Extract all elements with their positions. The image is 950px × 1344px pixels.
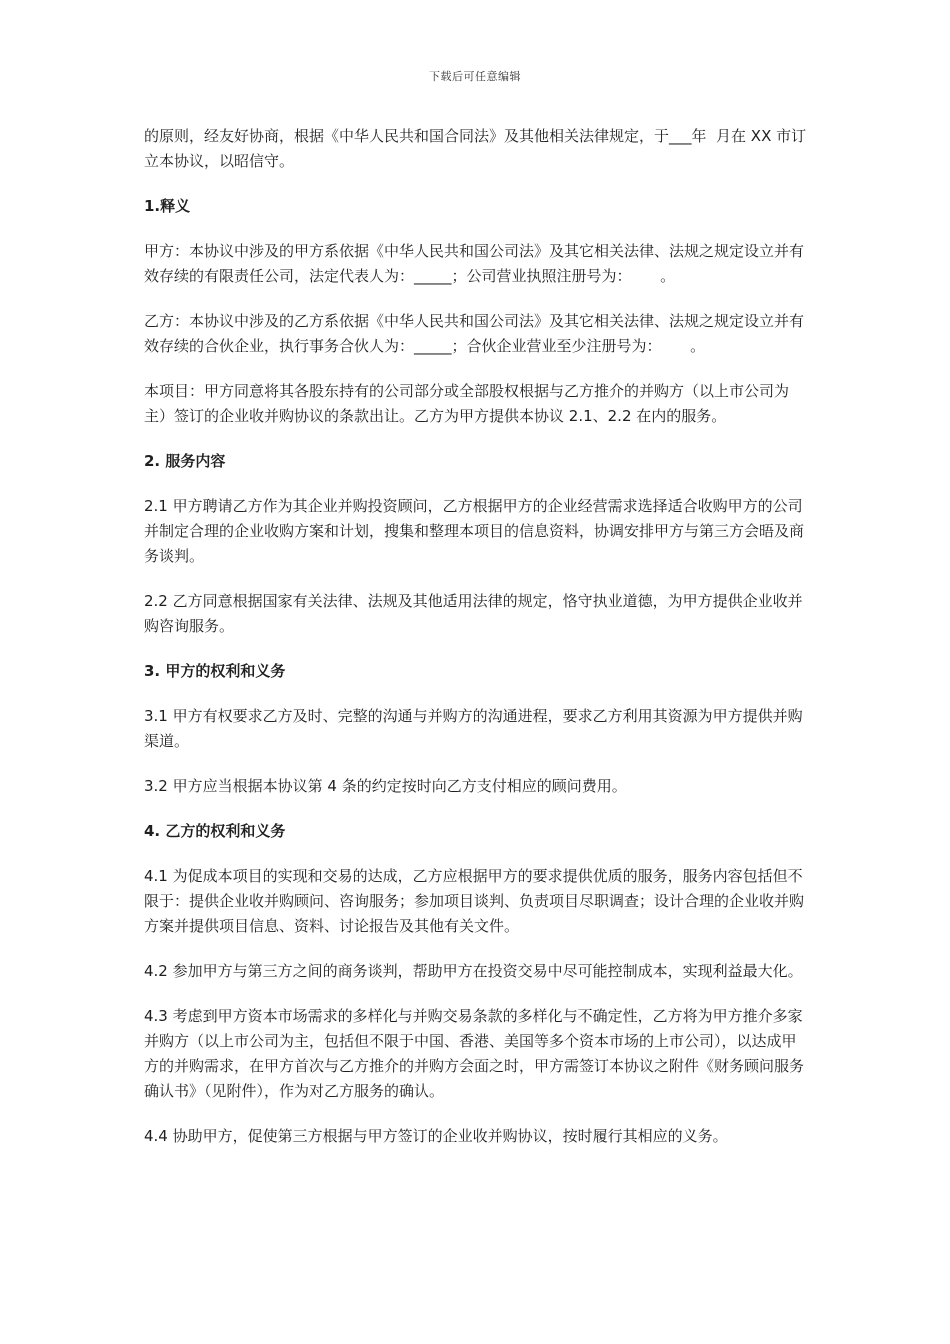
page-header-note: 下载后可任意编辑 [429,70,521,83]
definition-party-a: 甲方：本协议中涉及的甲方系依据《中华人民共和国公司法》及其它相关法律、法规之规定设立并有效存续的有限责任公司，法定代表人为：_____；公司营业执照注册号为： 。 [144,242,805,285]
clause-4-3: 4.3 考虑到甲方资本市场需求的多样化与并购交易条款的多样化与不确定性，乙方将为甲方推介多家并购方（以上市公司为主，包括但不限于中国、香港、美国等多个资本市场的上市公司），以达成甲方的并购需求，在甲方首次与乙方推介的并购方会面之时，甲方需签订本协议之附件《财务顾问服务确认书》（见附件），作为对乙方服务的确认。 [144,1007,805,1100]
section-4-heading: 4. 乙方的权利和义务 [144,822,286,840]
definition-party-b: 乙方：本协议中涉及的乙方系依据《中华人民共和国公司法》及其它相关法律、法规之规定设立并有效存续的合伙企业，执行事务合伙人为：_____；合伙企业营业至少注册号为： 。 [144,312,805,355]
section-2-heading: 2. 服务内容 [144,452,226,470]
section-1-heading: 1.释义 [144,197,191,215]
definition-project: 本项目：甲方同意将其各股东持有的公司部分或全部股权根据与乙方推介的并购方（以上市公司为主）签订的企业收并购协议的条款出让。乙方为甲方提供本协议 2.1、2.2 在内的服务。 [144,382,790,425]
intro-paragraph: 的原则，经友好协商，根据《中华人民共和国合同法》及其他相关法律规定，于___年 月在 XX 市订立本协议，以昭信守。 [144,127,807,170]
clause-3-2: 3.2 甲方应当根据本协议第 4 条的约定按时向乙方支付相应的顾问费用。 [144,777,627,795]
clause-4-1: 4.1 为促成本项目的实现和交易的达成，乙方应根据甲方的要求提供优质的服务，服务内容包括但不限于：提供企业收并购顾问、咨询服务；参加项目谈判、负责项目尽职调查；设计合理的企业收并购方案并提供项目信息、资料、讨论报告及其他有关文件。 [144,867,805,935]
clause-4-4: 4.4 协助甲方，促使第三方根据与甲方签订的企业收并购协议，按时履行其相应的义务。 [144,1127,728,1145]
clause-2-2: 2.2 乙方同意根据国家有关法律、法规及其他适用法律的规定，恪守执业道德，为甲方提供企业收并购咨询服务。 [144,592,803,635]
section-3-heading: 3. 甲方的权利和义务 [144,662,286,680]
clause-2-1: 2.1 甲方聘请乙方作为其企业并购投资顾问，乙方根据甲方的企业经营需求选择适合收购甲方的公司并制定合理的企业收购方案和计划，搜集和整理本项目的信息资料，协调安排甲方与第三方会晤及商务谈判。 [144,497,805,565]
document-body [144,124,809,1169]
clause-4-2: 4.2 参加甲方与第三方之间的商务谈判，帮助甲方在投资交易中尽可能控制成本，实现利益最大化。 [144,962,803,980]
clause-3-1: 3.1 甲方有权要求乙方及时、完整的沟通与并购方的沟通进程，要求乙方利用其资源为甲方提供并购渠道。 [144,707,803,750]
